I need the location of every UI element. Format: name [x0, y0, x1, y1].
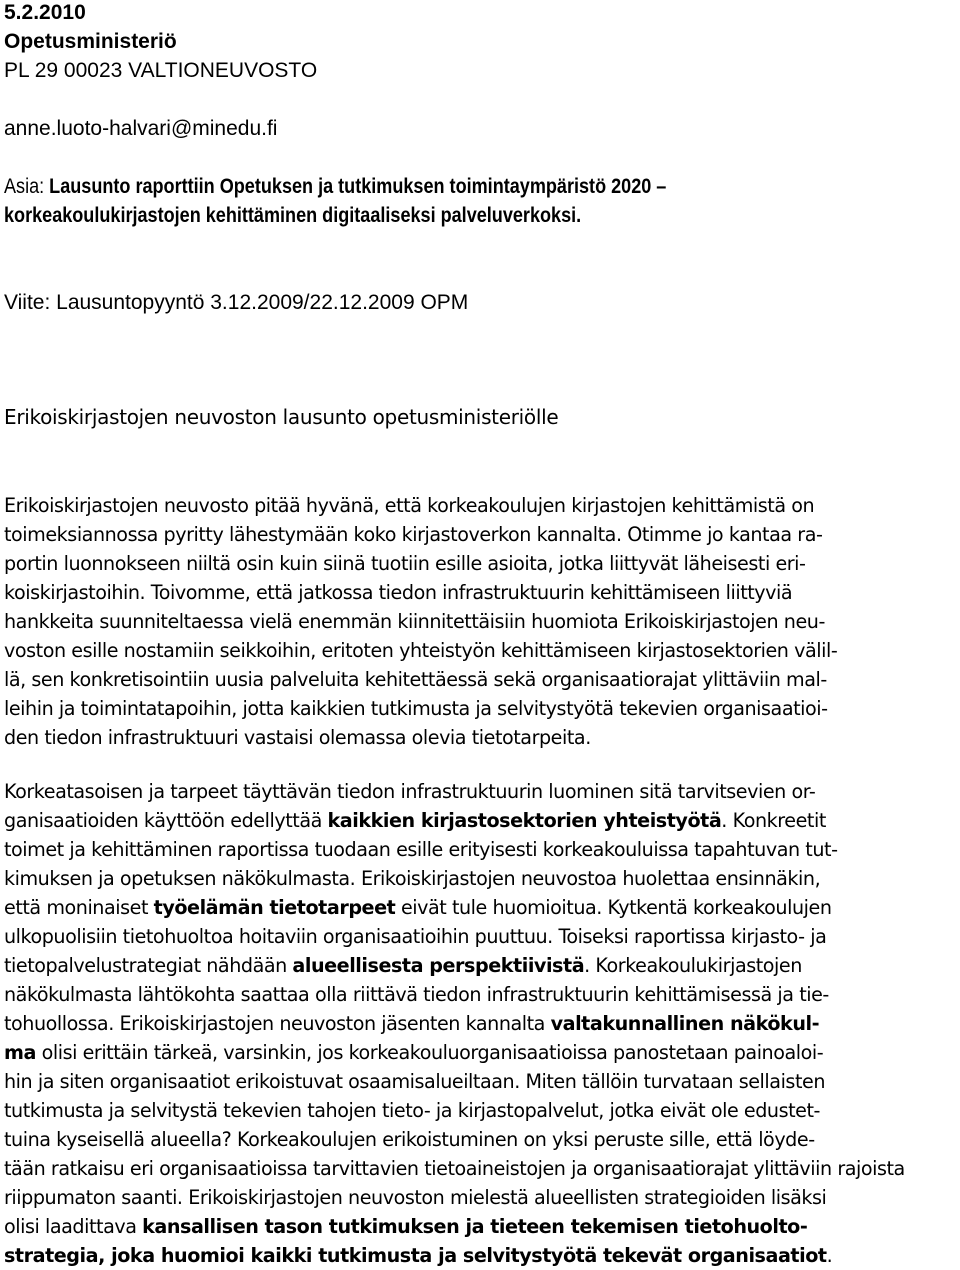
recipient-address: PL 29 00023 VALTIONEUVOSTO: [4, 59, 318, 82]
letter-date: 5.2.2010: [4, 1, 86, 24]
text-run: . Korkeakoulukirjastojen: [584, 954, 802, 977]
paragraph-1-line: leihin ja toimintatapoihin, jotta kaikkien tutkimusta ja selvitystyötä tekevien organisaatioi-: [4, 697, 828, 720]
paragraph-1-line: toimeksiannossa pyritty lähestymään koko kirjastoverkon kannalta. Otimme jo kantaa ra-: [4, 523, 823, 546]
paragraph-1: [4, 491, 959, 752]
paragraph-2-line: tutkimusta ja selvitystä tekevien tahojen tieto- ja kirjastopalvelut, jotka eivät ole edustet-: [4, 1099, 820, 1122]
emphasis-text: strategia, joka huomioi kaikki tutkimusta ja selvitystyötä tekevät organisaatiot: [4, 1244, 827, 1267]
paragraph-2-line: näkökulmasta lähtökohta saattaa olla riittävä tiedon infrastruktuurin kehittämisessä ja tie-: [4, 983, 829, 1006]
subject-line-2: [4, 203, 675, 229]
emphasis-text: alueellisesta perspektiivistä: [292, 954, 585, 977]
emphasis-text: kansallisen tason tutkimuksen ja tieteen tekemisen tietohuolto-: [142, 1215, 808, 1238]
emphasis-text: työelämän tietotarpeet: [153, 896, 396, 919]
paragraph-2-line: kimuksen ja opetuksen näkökulmasta. Erikoiskirjastojen neuvostoa huolettaa ensinnäkin,: [4, 867, 821, 890]
paragraph-2-line: riippumaton saanti. Erikoiskirjastojen neuvoston mielestä alueellisten strategioiden lisäksi: [4, 1186, 827, 1209]
paragraph-2-line: [4, 951, 956, 980]
text-run: olisi erittäin tärkeä, varsinkin, jos korkeakouluorganisaatioissa panostetaan painoaloi-: [35, 1041, 824, 1064]
recipient-name: Opetusministeriö: [4, 30, 177, 53]
paragraph-2-line: [4, 806, 956, 835]
paragraph-1-line: hankkeita suunniteltaessa vielä enemmän kiinnitettäisiin huomiota Erikoiskirjastojen neu-: [4, 610, 825, 633]
text-run: tohuollossa. Erikoiskirjastojen neuvoston jäsenten kannalta: [4, 1012, 551, 1035]
recipient-email: anne.luoto-halvari@minedu.fi: [4, 117, 278, 140]
paragraph-2-line: [4, 1009, 956, 1038]
paragraph-2-line: hin ja siten organisaatiot erikoistuvat osaamisalueiltaan. Miten tällöin turvataan sellaisten: [4, 1070, 825, 1093]
reference-line: Viite: Lausuntopyyntö 3.12.2009/22.12.2009 OPM: [4, 291, 469, 314]
emphasis-text: kaikkien kirjastosektorien yhteistyötä: [327, 809, 722, 832]
subject-title-1: Lausunto raporttiin Opetuksen ja tutkimuksen toimintaympäristö 2020 –: [49, 175, 667, 198]
paragraph-2-line: tuina kyseisellä alueella? Korkeakoulujen erikoistuminen on yksi peruste sille, että löyde-: [4, 1128, 815, 1151]
paragraph-1-line: voston esille nostamiin seikkoihin, eritoten yhteistyön kehittämiseen kirjastosektorien välil-: [4, 639, 838, 662]
paragraph-1-line: portin luonnokseen niiltä osin kuin siinä tuotiin esille asioita, jotka liittyvät läheisesti eri-: [4, 552, 806, 575]
paragraph-2-line: Korkeatasoisen ja tarpeet täyttävän tiedon infrastruktuurin luominen sitä tarvitsevien or-: [4, 780, 816, 803]
subject-title-2: korkeakoulukirjastojen kehittäminen digitaaliseksi palveluverkoksi.: [4, 204, 582, 227]
text-run: olisi laadittava: [4, 1215, 143, 1238]
emphasis-text: valtakunnallinen näkökul-: [550, 1012, 820, 1035]
paragraph-1-line: lä, sen konkretisointiin uusia palveluita kehitettäessä sekä organisaatiorajat ylittäviin mal-: [4, 668, 827, 691]
paragraph-1-line: den tiedon infrastruktuuri vastaisi olemassa olevia tietotarpeita.: [4, 726, 591, 749]
document-heading: Erikoiskirjastojen neuvoston lausunto opetusministeriölle: [4, 405, 559, 429]
text-run: . Konkreetit: [721, 809, 826, 832]
paragraph-2-line: toimet ja kehittäminen raportissa tuodaan esille erityisesti korkeakouluissa tapahtuvan tut-: [4, 838, 838, 861]
text-run: että moninaiset: [4, 896, 154, 919]
paragraph-2-line: [4, 1038, 956, 1067]
paragraph-1-line: Erikoiskirjastojen neuvosto pitää hyvänä, että korkeakoulujen kirjastojen kehittämistä on: [4, 494, 815, 517]
subject-line-1: [4, 174, 774, 200]
text-run: eivät tule huomioitua. Kytkentä korkeakoulujen: [395, 896, 832, 919]
text-run: .: [826, 1244, 833, 1267]
paragraph-2-line: [4, 893, 956, 922]
paragraph-1-line: koiskirjastoihin. Toivomme, että jatkossa tiedon infrastruktuurin kehittämiseen liittyviä: [4, 581, 793, 604]
text-run: tietopalvelustrategiat nähdään: [4, 954, 293, 977]
emphasis-text: ma: [4, 1041, 36, 1064]
paragraph-2-line: [4, 1212, 956, 1241]
paragraph-2: [4, 777, 959, 1270]
paragraph-2-line: ulkopuolisiin tietohuoltoa hoitaviin organisaatioihin puuttuu. Toiseksi raportissa kirjasto- ja: [4, 925, 827, 948]
subject-label: Asia:: [4, 175, 45, 198]
paragraph-2-line: tään ratkaisu eri organisaatioissa tarvittavien tietoaineistojen ja organisaatiorajat ylittäviin rajoista: [4, 1157, 905, 1180]
text-run: ganisaatioiden käyttöön edellyttää: [4, 809, 328, 832]
